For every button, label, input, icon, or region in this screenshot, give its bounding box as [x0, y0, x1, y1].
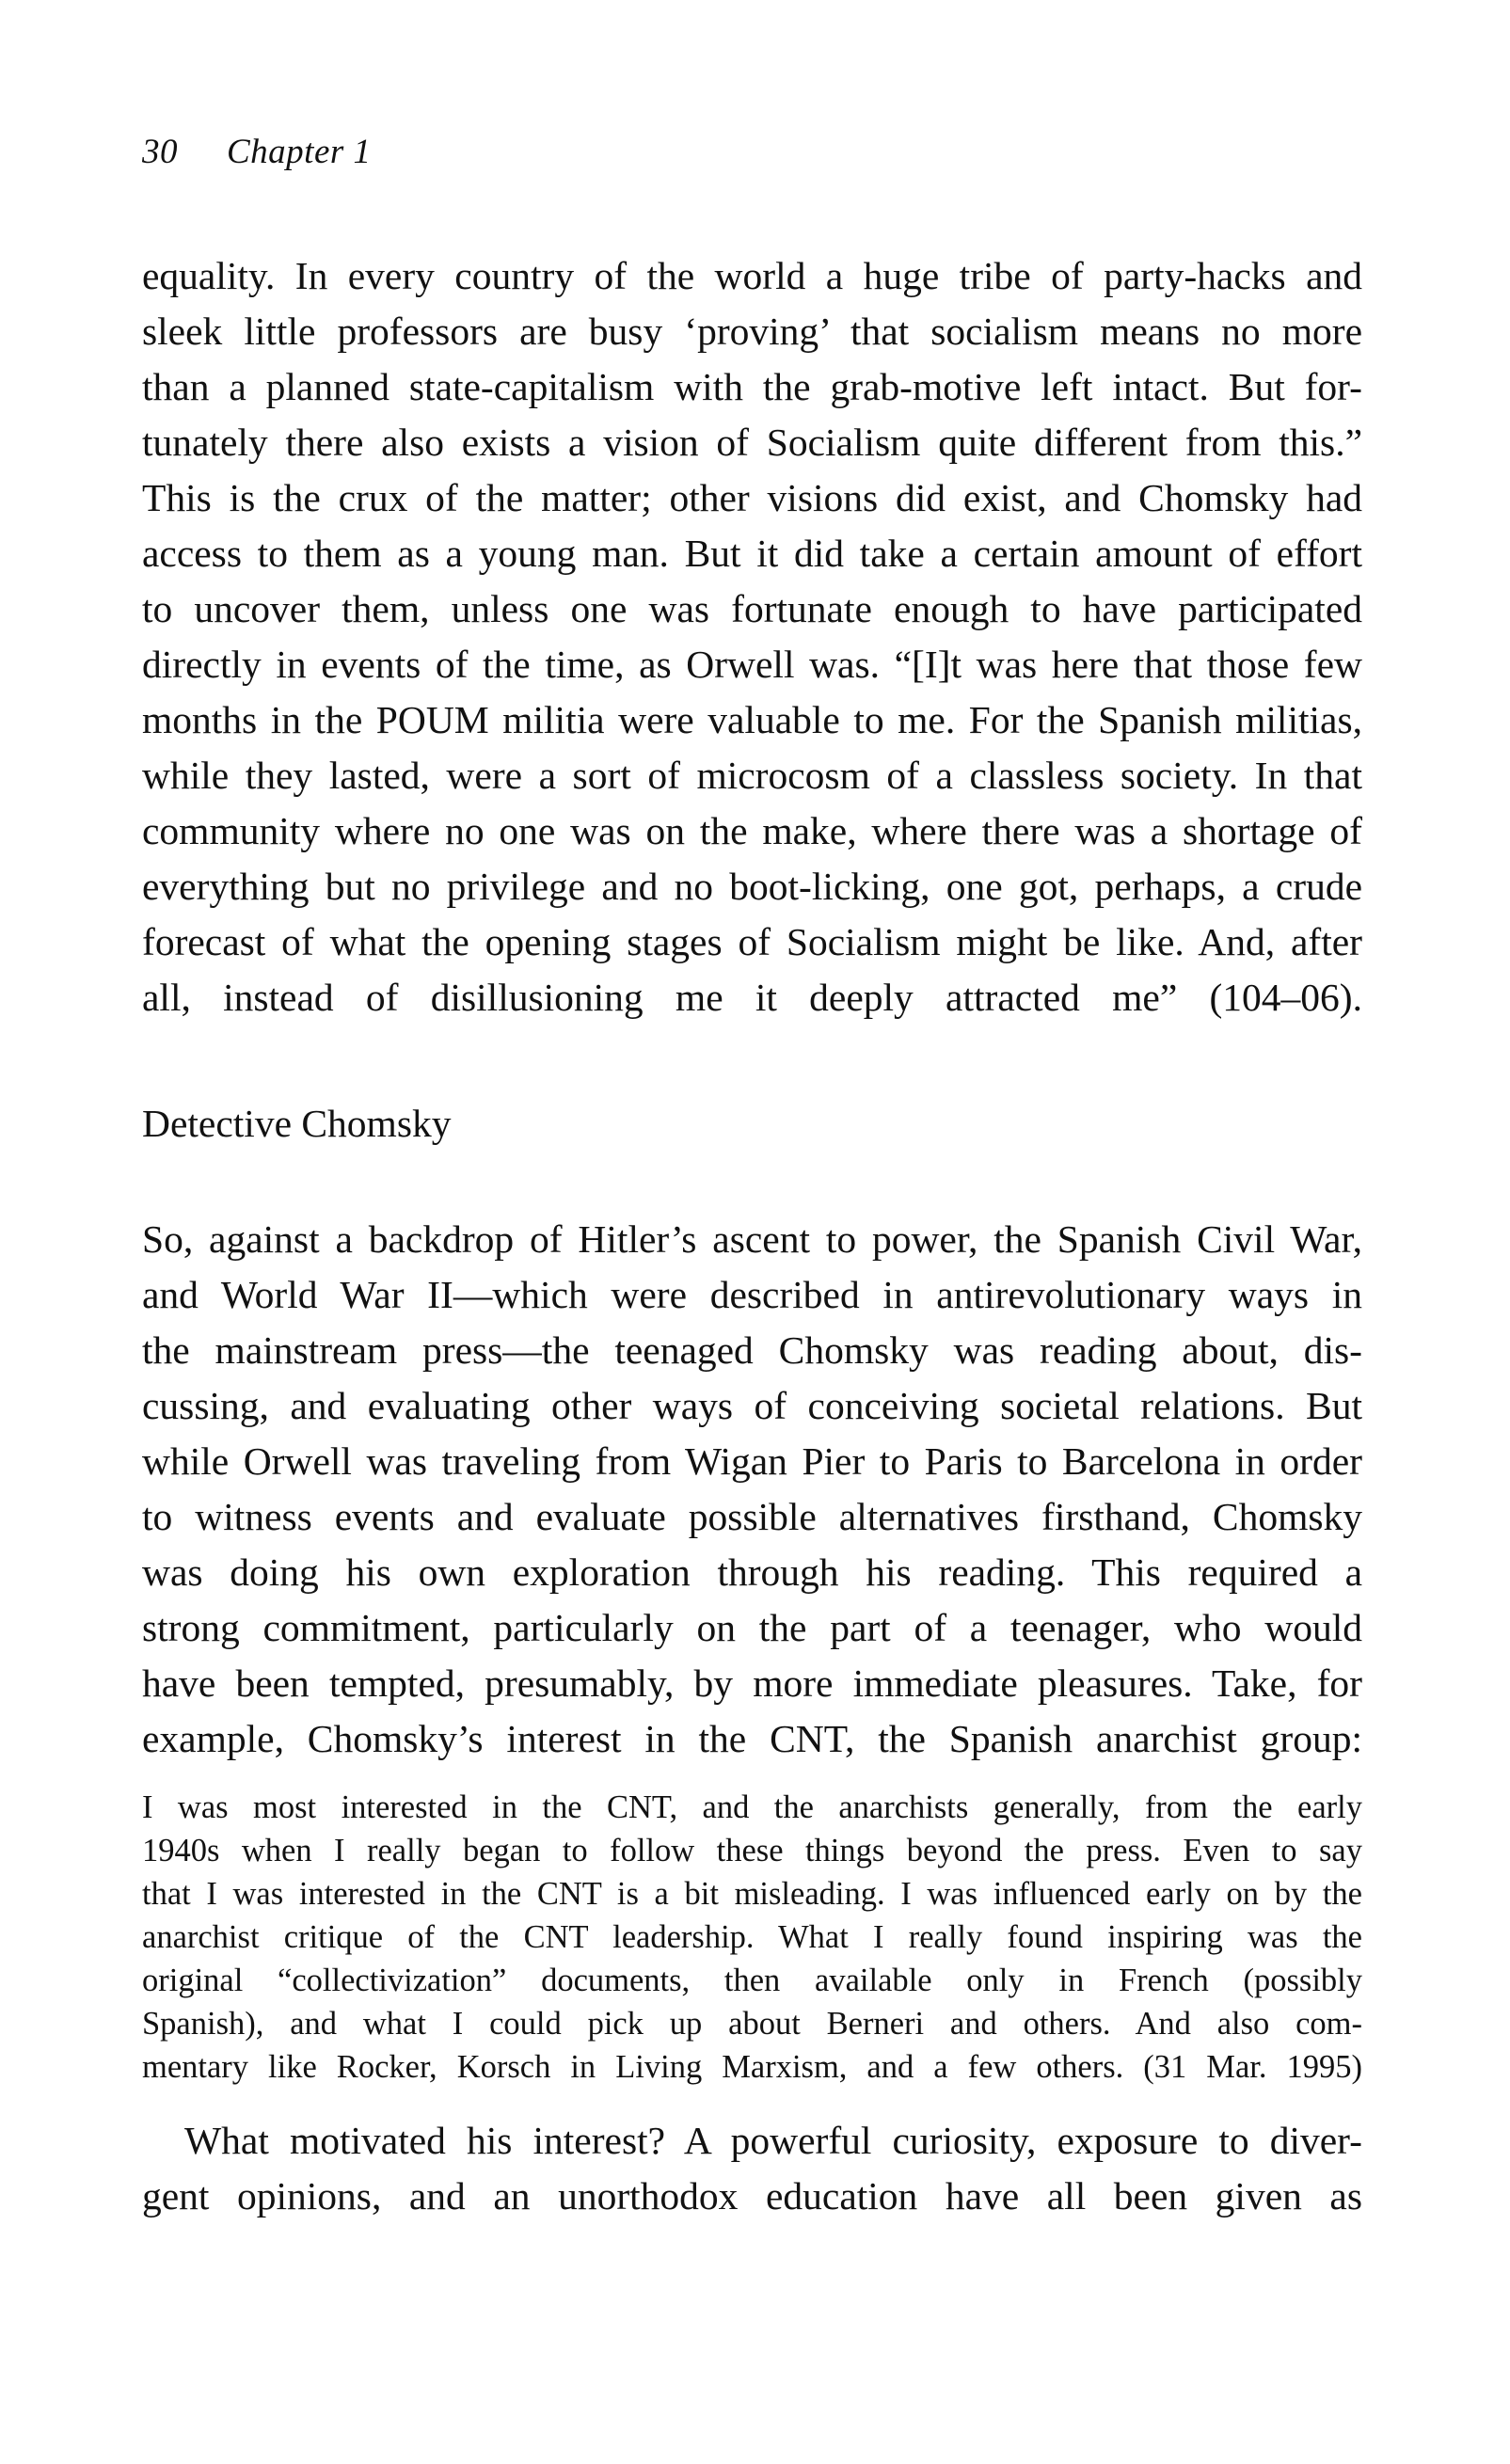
text-line: cussing, and evaluating other ways of conceiving societal relations. But	[142, 1384, 1362, 1427]
text-line: to uncover them, unless one was fortunate enough to have participated	[142, 587, 1362, 630]
text-line: to witness events and evaluate possible alternatives firsthand, Chomsky	[142, 1495, 1362, 1538]
text-line: have been tempted, presumably, by more immediate pleasures. Take, for	[142, 1661, 1362, 1705]
text-line: the mainstream press—the teenaged Chomsky was reading about, dis-	[142, 1328, 1362, 1372]
text-line: So, against a backdrop of Hitler’s ascent to power, the Spanish Civil War,	[142, 1217, 1362, 1261]
text-line: directly in events of the time, as Orwell was. “[I]t was here that those few	[142, 643, 1362, 686]
paragraph-2	[142, 1212, 1362, 1760]
quote-line: I was most interested in the CNT, and the anarchists generally, from the early	[142, 1789, 1362, 1825]
text-line: while they lasted, were a sort of microcosm of a classless society. In that	[142, 754, 1362, 797]
text-line: than a planned state-capitalism with the grab-motive left intact. But for-	[142, 365, 1362, 408]
quote-line: mentary like Rocker, Korsch in Living Marxism, and a few others. (31 Mar. 1995)	[142, 2049, 1362, 2085]
text-line: and World War II—which were described in antirevolutionary ways in	[142, 1273, 1362, 1316]
text-line: tunately there also exists a vision of Socialism quite different from this.”	[142, 421, 1362, 464]
running-head	[142, 132, 372, 172]
chapter-title: Chapter 1	[227, 133, 372, 171]
paragraph-3-cont	[142, 2169, 1362, 2224]
block-quote	[142, 1786, 1362, 2085]
text-line: access to them as a young man. But it did take a certain amount of effort	[142, 532, 1362, 575]
text-line: This is the crux of the matter; other visions did exist, and Chomsky had	[142, 476, 1362, 519]
text-line: months in the POUM militia were valuable to me. For the Spanish militias,	[142, 698, 1362, 741]
quote-line: Spanish), and what I could pick up about Berneri and others. And also com-	[142, 2006, 1362, 2042]
quote-line: that I was interested in the CNT is a bit misleading. I was influenced early on by the	[142, 1876, 1362, 1912]
text-line: was doing his own exploration through his reading. This required a	[142, 1550, 1362, 1594]
page-number: 30	[142, 133, 178, 171]
text-line: strong commitment, particularly on the part of a teenager, who would	[142, 1606, 1362, 1649]
text-line: What motivated his interest? A powerful curiosity, exposure to diver-	[184, 2119, 1362, 2162]
text-line: everything but no privilege and no boot-licking, one got, perhaps, a crude	[142, 865, 1362, 908]
text-line: community where no one was on the make, where there was a shortage of	[142, 809, 1362, 852]
text-line: example, Chomsky’s interest in the CNT, the Spanish anarchist group:	[142, 1717, 1362, 1760]
text-line: all, instead of disillusioning me it deeply attracted me” (104–06).	[142, 976, 1362, 1019]
section-heading: Detective Chomsky	[142, 1102, 452, 1145]
text-line: gent opinions, and an unorthodox education have all been given as	[142, 2174, 1362, 2218]
text-line: while Orwell was traveling from Wigan Pier to Paris to Barcelona in order	[142, 1439, 1362, 1483]
quote-line: anarchist critique of the CNT leadership. What I really found inspiring was the	[142, 1919, 1362, 1955]
paragraph-1	[142, 248, 1362, 1019]
quote-line: original “collectivization” documents, then available only in French (possibly	[142, 1963, 1362, 1998]
text-line: forecast of what the opening stages of Socialism might be like. And, after	[142, 920, 1362, 963]
paragraph-3	[184, 2113, 1362, 2169]
text-line: sleek little professors are busy ‘proving’ that socialism means no more	[142, 310, 1362, 353]
text-line: equality. In every country of the world a huge tribe of party-hacks and	[142, 254, 1362, 297]
quote-line: 1940s when I really began to follow these things beyond the press. Even to say	[142, 1833, 1362, 1868]
